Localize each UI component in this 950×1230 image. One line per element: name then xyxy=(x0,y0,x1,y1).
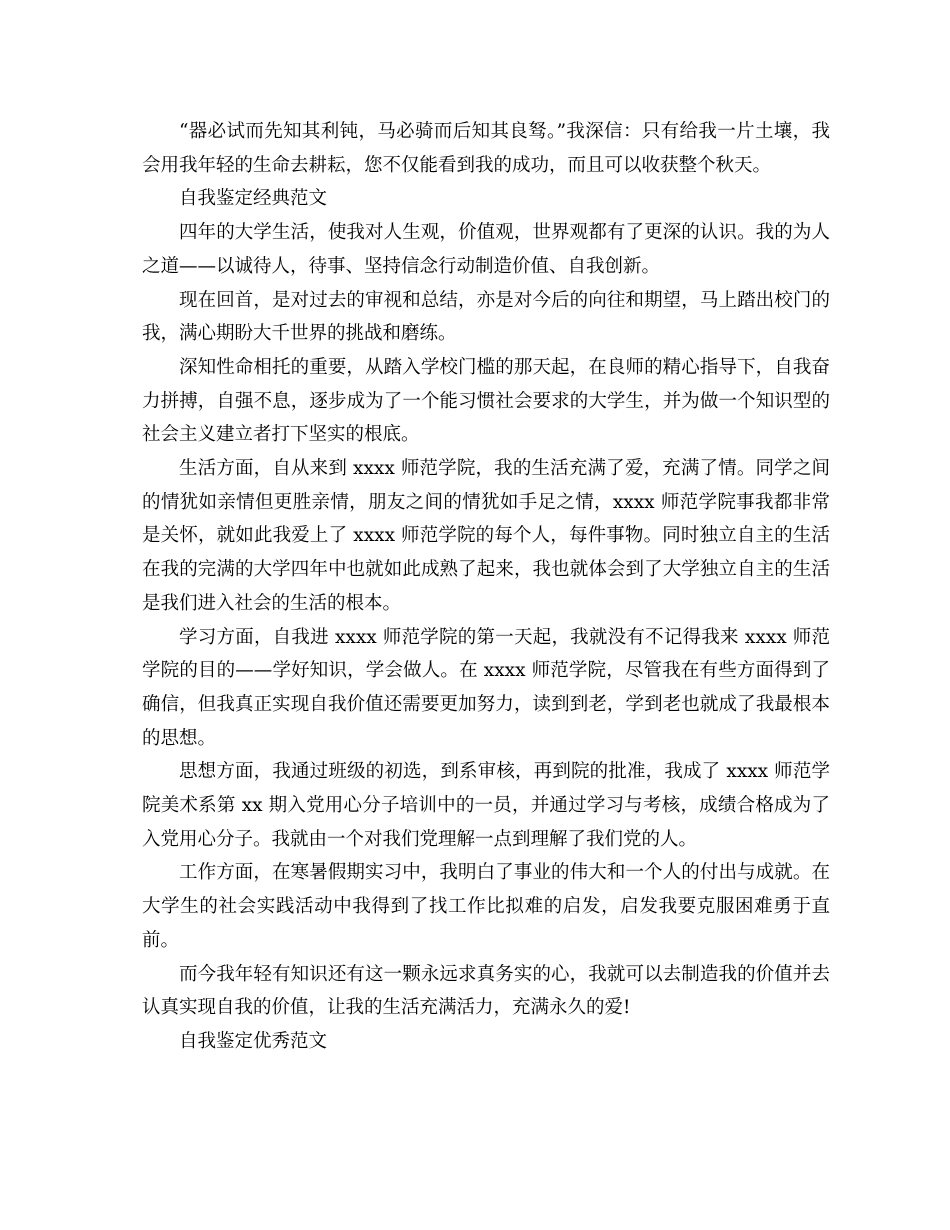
paragraph-quote-intro: “器必试而先知其利钝，马必骑而后知其良驽。”我深信：只有给我一片土壤，我会用我年轻的生命去耕耘，您不仅能看到我的成功，而且可以收获整个秋天。 xyxy=(142,121,830,176)
paragraph-conclusion: 而今我年轻有知识还有这一颗永远求真务实的心，我就可以去制造我的价值并去认真实现自我的价值，让我的生活充满活力，充满永久的爱! xyxy=(142,963,830,1019)
paragraph-study-aspect: 学习方面，自我进 xxxx 师范学院的第一天起，我就没有不记得我来 xxxx 师范学院的目的——学好知识，学会做人。在 xxxx 师范学院，尽管我在有些方面得到了确信，但我真正实现自我价值还需要更加努力，读到到老，学到老也就成了我最根本的思想。 xyxy=(142,626,830,749)
paragraph-looking-back: 现在回首，是对过去的审视和总结，亦是对今后的向往和期望，马上踏出校门的我，满心期盼大千世界的挑战和磨练。 xyxy=(142,289,830,345)
paragraph-university-life: 四年的大学生活，使我对人生观，价值观，世界观都有了更深的认识。我的为人之道——以诚待人，待事、坚持信念行动制造价值、自我创新。 xyxy=(142,222,830,277)
paragraph-work-aspect: 工作方面，在寒暑假期实习中，我明白了事业的伟大和一个人的付出与成就。在大学生的社会实践活动中我得到了找工作比拟难的启发，启发我要克服困难勇于直前。 xyxy=(142,862,830,951)
paragraph-thought-aspect: 思想方面，我通过班级的初选，到系审核，再到院的批准，我成了 xxxx 师范学院美术系第 xx 期入党用心分子培训中的一员，并通过学习与考核，成绩合格成为了入党用心分子。我就由一个对我们党理解一点到理解了我们党的人。 xyxy=(142,761,830,850)
section-heading-classic: 自我鉴定经典范文 xyxy=(179,188,328,210)
document-body xyxy=(142,115,830,1059)
paragraph-responsibility: 深知性命相托的重要，从踏入学校门槛的那天起，在良师的精心指导下，自我奋力拼搏，自强不息，逐步成为了一个能习惯社会要求的大学生，并为做一个知识型的社会主义建立者打下坚实的根底。 xyxy=(142,356,830,446)
paragraph-life-aspect: 生活方面，自从来到 xxxx 师范学院，我的生活充满了爱，充满了情。同学之间的情犹如亲情但更胜亲情，朋友之间的情犹如手足之情，xxxx 师范学院事我都非常是关怀，就如此我爱上了 xxxx 师范学院的每个人，每件事物。同时独立自主的生活在我的完满的大学四年中也就如此成熟了起来，我也就体会到了大学独立自主的生活是我们进入社会的生活的根本。 xyxy=(142,458,830,614)
section-heading-excellent: 自我鉴定优秀范文 xyxy=(179,1030,328,1052)
